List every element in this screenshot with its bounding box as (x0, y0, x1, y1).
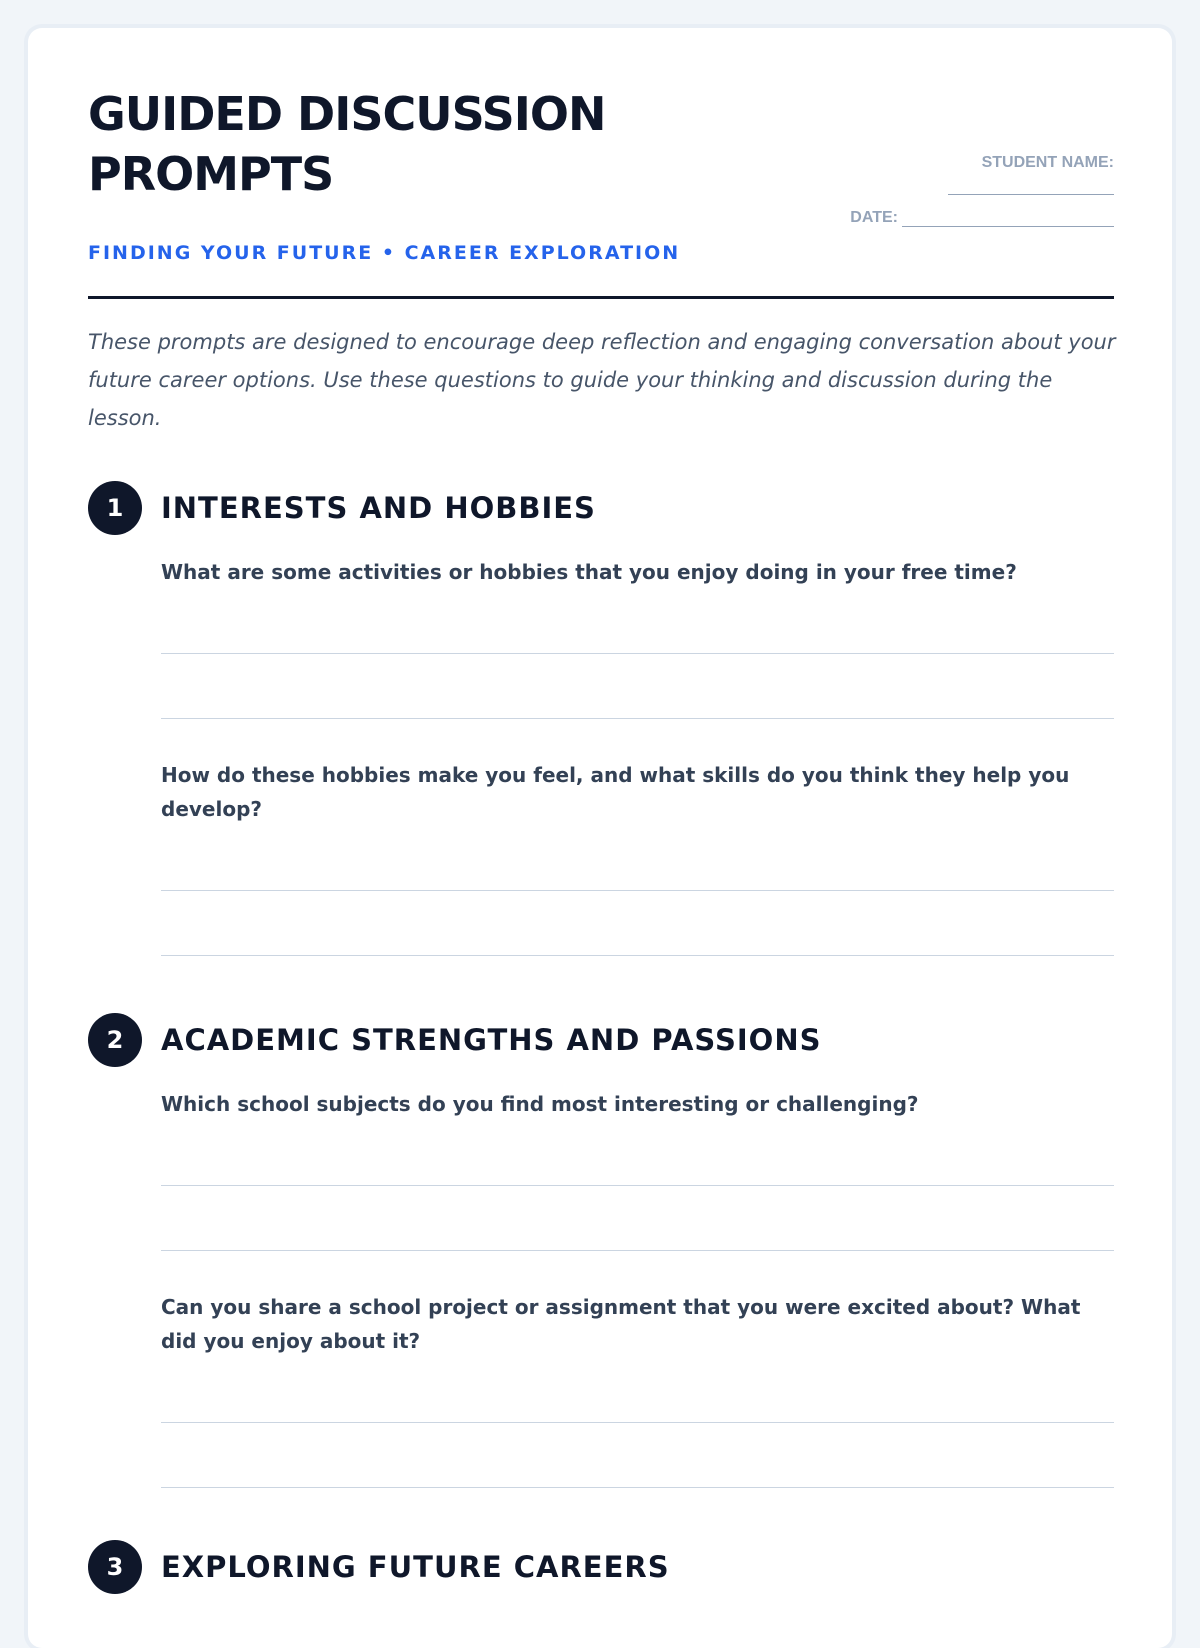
date-row (850, 209, 1114, 227)
section-header (88, 481, 1114, 535)
answer-line[interactable] (161, 1358, 1114, 1423)
intro-text: These prompts are designed to encourage deep reflection and engaging conversation about your future career options. Use these questions to guide your thinking and discussion during the lesson. (88, 330, 1116, 430)
question-item (161, 555, 1114, 719)
question-text: How do these hobbies make you feel, and what skills do you think they help you develop? (161, 763, 1070, 821)
answer-line[interactable] (161, 1186, 1114, 1251)
section-title: ACADEMIC STRENGTHS AND PASSIONS (161, 1023, 822, 1057)
question-text: What are some activities or hobbies that you enjoy doing in your free time? (161, 560, 1017, 584)
question-item (161, 758, 1114, 956)
answer-line[interactable] (161, 826, 1114, 891)
section-future-careers (88, 1540, 1114, 1594)
answer-line[interactable] (161, 589, 1114, 654)
question-item (161, 1087, 1114, 1251)
section-title: EXPLORING FUTURE CAREERS (161, 1550, 670, 1584)
question-item (161, 1290, 1114, 1488)
section-number-badge: 2 (88, 1013, 142, 1067)
question-text: Can you share a school project or assignment that you were excited about? What did you enjoy about it? (161, 1295, 1081, 1353)
date-field[interactable] (902, 210, 1114, 227)
section-header (88, 1540, 1114, 1594)
answer-line[interactable] (161, 1121, 1114, 1186)
section-number-badge: 3 (88, 1540, 142, 1594)
student-info (850, 154, 1114, 227)
page-title: GUIDED DISCUSSION PROMPTS (88, 87, 606, 201)
worksheet-page (28, 28, 1172, 1648)
section-interests-hobbies (88, 481, 1114, 956)
worksheet-header (88, 84, 1114, 299)
question-text: Which school subjects do you find most interesting or challenging? (161, 1092, 919, 1116)
page-subtitle: FINDING YOUR FUTURE • CAREER EXPLORATION (88, 242, 681, 264)
answer-line[interactable] (161, 1423, 1114, 1488)
answer-line[interactable] (161, 654, 1114, 719)
answer-line[interactable] (161, 891, 1114, 956)
section-academic-strengths (88, 1013, 1114, 1488)
section-number-badge: 1 (88, 481, 142, 535)
section-header (88, 1013, 1114, 1067)
date-label: DATE: (850, 209, 898, 226)
student-name-field[interactable] (948, 172, 1114, 195)
student-name-label: STUDENT NAME: (981, 154, 1114, 171)
section-title: INTERESTS AND HOBBIES (161, 491, 596, 525)
